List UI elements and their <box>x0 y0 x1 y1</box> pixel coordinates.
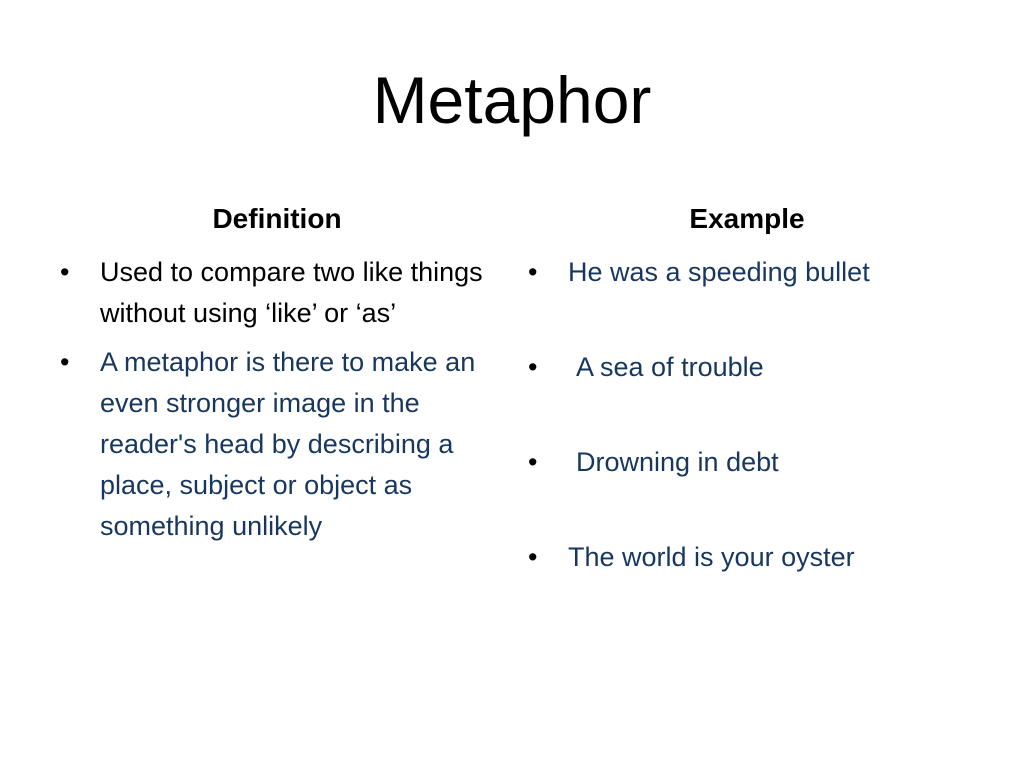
example-heading: Example <box>689 203 805 234</box>
definition-item-text: Used to compare two like things without using ‘like’ or ‘as’ <box>100 257 483 328</box>
definition-list <box>60 252 500 547</box>
bullet-icon: • <box>528 542 538 572</box>
example-item-text: He was a speeding bullet <box>568 257 870 287</box>
definition-item <box>60 342 500 547</box>
bullet-icon: • <box>528 352 538 382</box>
bullet-icon: • <box>528 447 538 477</box>
definition-item <box>60 252 500 334</box>
definition-item-text: A metaphor is there to make an even stronger image in the reader's head by describing a place, subject or object as something unlikely <box>100 347 476 541</box>
bullet-icon: • <box>528 257 538 287</box>
example-item <box>528 252 988 293</box>
slide-title: Metaphor <box>372 63 652 137</box>
example-item-text: A sea of trouble <box>576 352 764 382</box>
bullet-icon: • <box>60 257 70 287</box>
example-item <box>528 537 988 578</box>
definition-heading: Definition <box>212 203 342 234</box>
bullet-icon: • <box>60 347 70 377</box>
example-item <box>528 347 988 388</box>
example-item-text: Drowning in debt <box>576 447 779 477</box>
example-item-text: The world is your oyster <box>568 542 855 572</box>
example-item <box>528 442 988 483</box>
example-list <box>528 252 988 578</box>
